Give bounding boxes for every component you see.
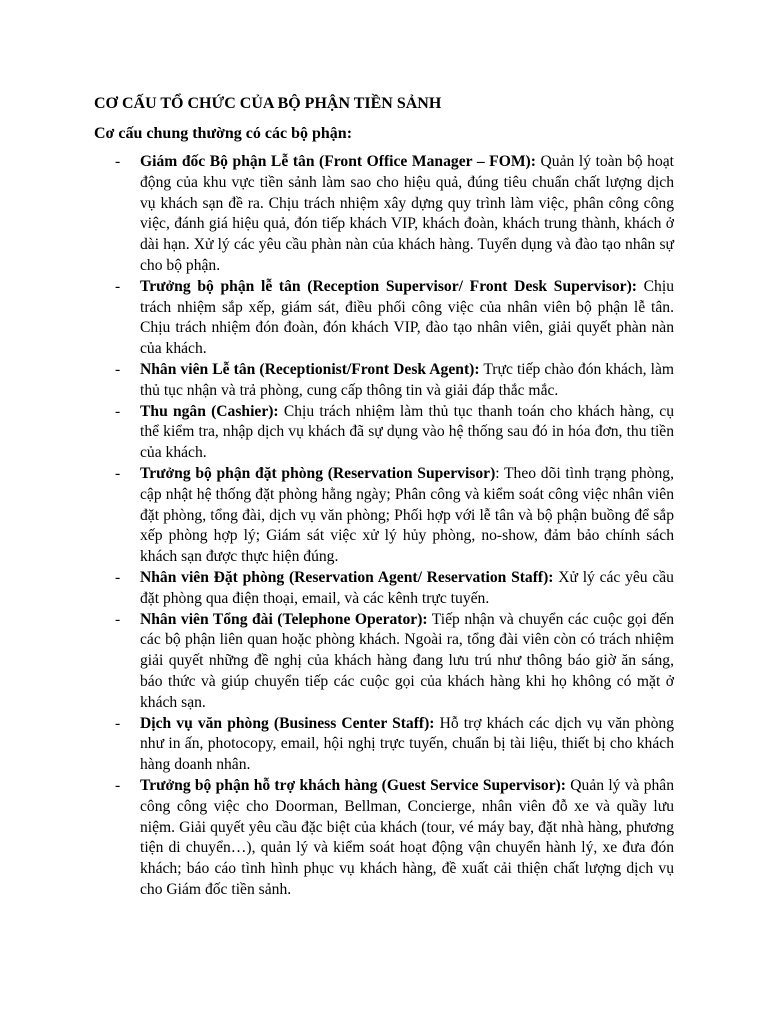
- role-description: Quản lý toàn bộ hoạt động của khu vực tiền sảnh làm sao cho hiệu quả, đúng tiêu chuẩn chất lượng dịch vụ khách sạn đề ra. Chịu trách nhiệm xây dựng quy trình làm việc, phân công công việc, đánh giá hiệu quả, đón tiếp khách VIP, khách đoàn, khách trung thành, khách ở dài hạn. Xử lý các yêu cầu phàn nàn của khách hàng. Tuyển dụng và đào tạo nhân sự cho bộ phận.: [140, 153, 674, 274]
- role-description: : Theo dõi tình trạng phòng, cập nhật hệ thống đặt phòng hằng ngày; Phân công và kiểm soát công việc nhân viên đặt phòng, tổng đài, dịch vụ văn phòng; Phối hợp với lễ tân và bộ phận buồng để sắp xếp phòng hợp lý; Giám sát việc xử lý hủy phòng, no-show, đảm bảo chính sách khách sạn được thực hiện đúng.: [140, 464, 674, 566]
- role-list: [0, 152, 768, 901]
- document-subtitle: Cơ cấu chung thường có các bộ phận:: [94, 125, 353, 142]
- bullet-dash: -: [115, 277, 121, 295]
- bullet-dash: -: [115, 610, 121, 628]
- bullet-dash: -: [115, 568, 121, 586]
- role-list-item: [0, 464, 674, 568]
- role-title: Trưởng bộ phận lễ tân (Reception Supervisor/ Front Desk Supervisor):: [140, 277, 637, 295]
- role-list-item: [0, 152, 674, 277]
- role-list-item: [0, 360, 674, 402]
- role-list-item: [0, 610, 674, 714]
- role-list-item: [0, 776, 674, 901]
- role-title: Giám đốc Bộ phận Lễ tân (Front Office Manager – FOM):: [140, 153, 536, 170]
- bullet-dash: -: [115, 153, 121, 170]
- bullet-dash: -: [115, 464, 121, 482]
- role-list-item: [0, 714, 674, 776]
- role-description: Tiếp nhận và chuyển các cuộc gọi đến các bộ phận liên quan hoặc phòng khách. Ngoài ra, tổng đài viên còn có trách nhiệm giải quyết những đề nghị của khách hàng đang lưu trú như thông báo giờ ăn sáng, báo thức và giúp chuyển tiếp các cuộc gọi của khách hàng khi họ không có mặt ở khách sạn.: [140, 610, 674, 711]
- role-title: Nhân viên Lễ tân (Receptionist/Front Desk Agent):: [140, 360, 480, 378]
- role-description: Quản lý và phân công công việc cho Doorman, Bellman, Concierge, nhân viên đỗ xe và quầy lưu niệm. Giải quyết yêu cầu đặc biệt của khách (tour, vé máy bay, đặt nhà hàng, phương tiện di chuyển…), quản lý và kiểm soát hoạt động vận chuyển hành lý, xe đưa đón khách; báo cáo tình hình phục vụ khách hàng, đề xuất cải thiện chất lượng dịch vụ cho Giám đốc tiền sảnh.: [140, 776, 675, 898]
- bullet-dash: -: [115, 714, 121, 732]
- role-description: Chịu trách nhiệm sắp xếp, giám sát, điều phối công việc của nhân viên bộ phận lễ tân. Chịu trách nhiệm đón đoàn, đón khách VIP, đào tạo nhân viên, giải quyết phàn nàn của khách.: [140, 277, 674, 358]
- role-title: Trưởng bộ phận hỗ trợ khách hàng (Guest Service Supervisor):: [140, 776, 567, 794]
- role-list-item: [0, 277, 674, 360]
- document-title: CƠ CẤU TỔ CHỨC CỦA BỘ PHẬN TIỀN SẢNH: [94, 95, 442, 112]
- role-list-item: [0, 402, 674, 464]
- role-description: Trực tiếp chào đón khách, làm thủ tục nhận và trả phòng, cung cấp thông tin và giải đáp thắc mắc.: [140, 360, 674, 399]
- bullet-dash: -: [115, 360, 121, 378]
- role-description: Hỗ trợ khách các dịch vụ văn phòng như in ấn, photocopy, email, hội nghị trực tuyến, chuẩn bị tài liệu, thiết bị cho khách hàng doanh nhân.: [140, 714, 674, 774]
- role-title: Dịch vụ văn phòng (Business Center Staff):: [140, 714, 435, 732]
- role-list-item: [0, 568, 674, 610]
- role-description: Xử lý các yêu cầu đặt phòng qua điện thoại, email, và các kênh trực tuyến.: [140, 568, 674, 607]
- role-title: Nhân viên Đặt phòng (Reservation Agent/ Reservation Staff):: [140, 568, 554, 586]
- bullet-dash: -: [115, 402, 121, 420]
- role-title: Thu ngân (Cashier):: [140, 402, 279, 420]
- role-title: Trưởng bộ phận đặt phòng (Reservation Supervisor): [140, 464, 496, 482]
- role-description: Chịu trách nhiệm làm thủ tục thanh toán cho khách hàng, cụ thể kiểm tra, nhập dịch vụ khách đã sự dụng vào hệ thống sau đó in hóa đơn, thu tiền của khách.: [140, 402, 674, 462]
- role-title: Nhân viên Tổng đài (Telephone Operator):: [140, 610, 428, 628]
- bullet-dash: -: [115, 776, 121, 794]
